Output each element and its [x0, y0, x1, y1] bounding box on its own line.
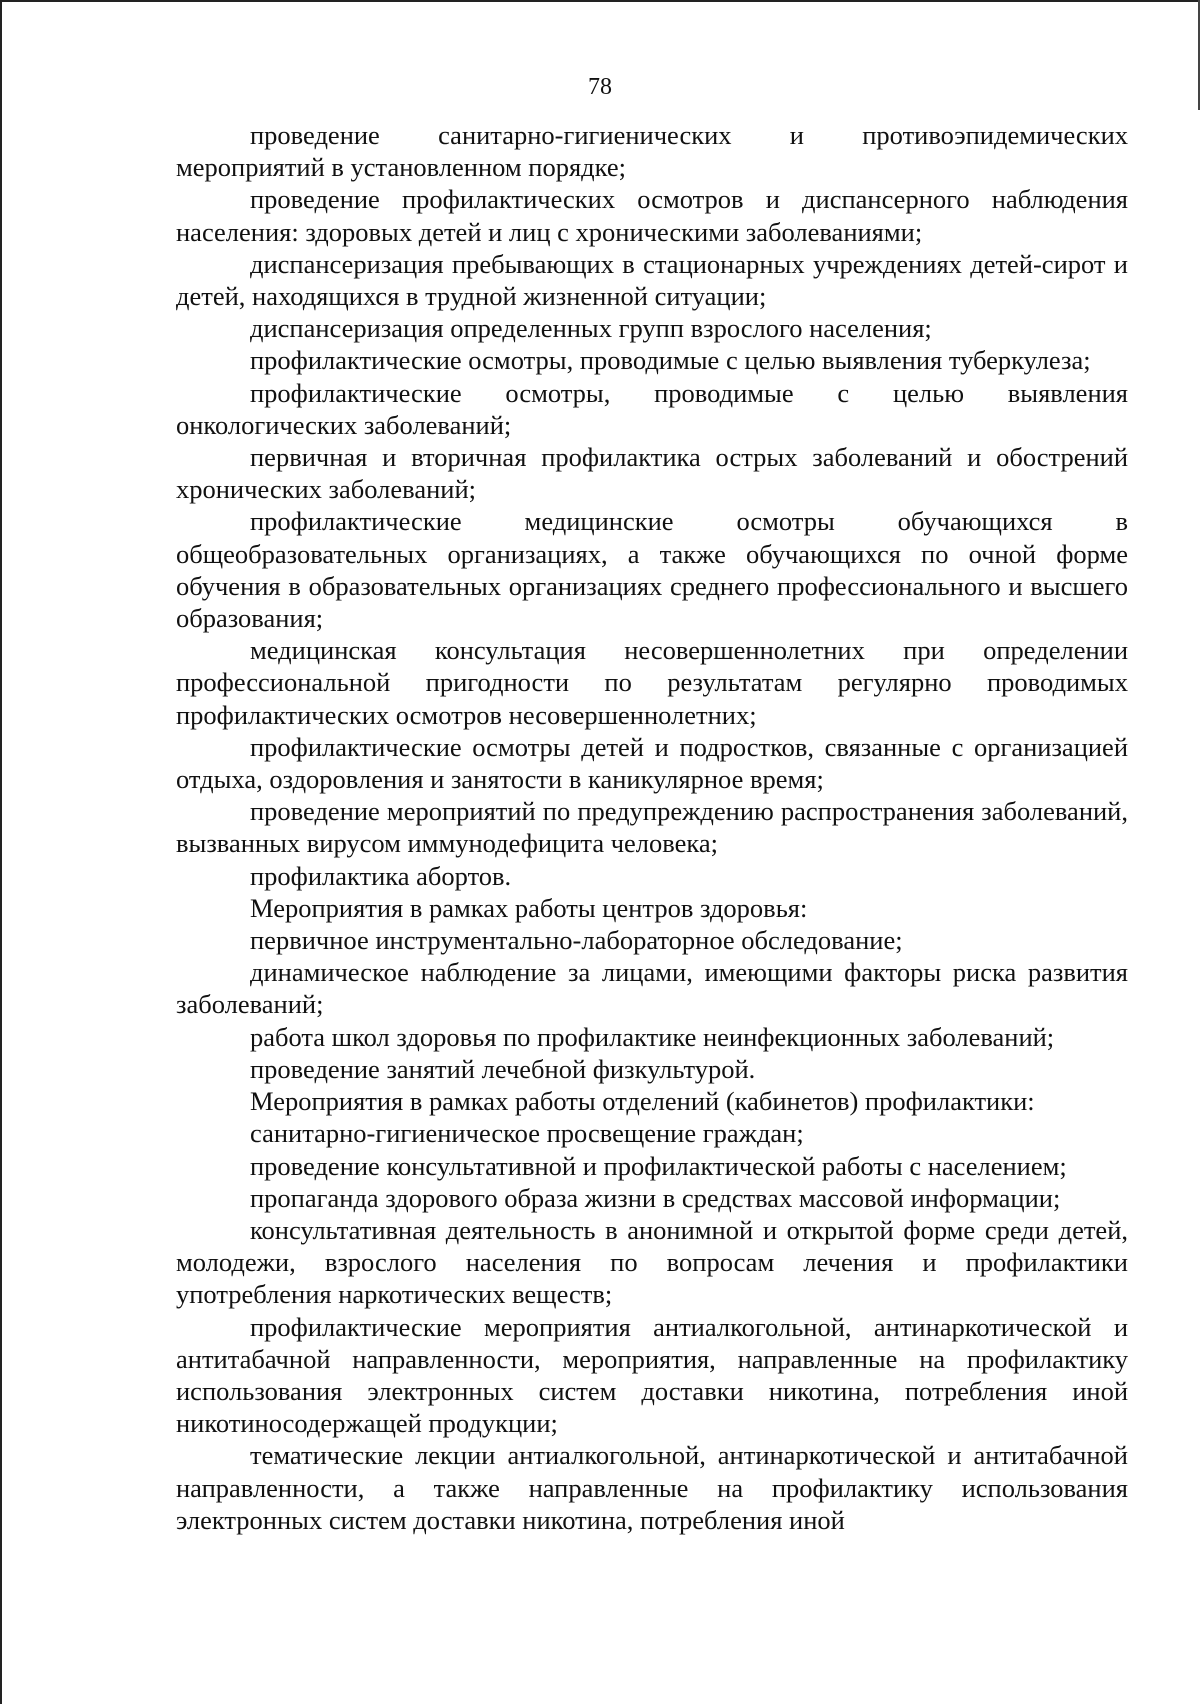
paragraph: санитарно-гигиеническое просвещение граждан;	[250, 1118, 804, 1149]
paragraph: первичное инструментально-лабораторное обследование;	[250, 925, 903, 956]
paragraph: медицинская консультация несовершеннолетних при определении профессиональной пригодности по результатам регулярно проводимых профилактических осмотров несовершеннолетних;	[176, 635, 1128, 730]
paragraph: диспансеризация пребывающих в стационарных учреждениях детей-сирот и детей, находящихся в трудной жизненной ситуации;	[176, 248, 1128, 312]
scan-border-top	[0, 0, 1200, 2]
paragraph: консультативная деятельность в анонимной и открытой форме среди детей, молодежи, взрослого населения по вопросам лечения и профилактики употребления наркотических веществ;	[176, 1214, 1128, 1310]
paragraph: проведение занятий лечебной физкультурой.	[250, 1053, 756, 1084]
document-body	[176, 119, 1128, 1536]
page-number: 78	[588, 74, 612, 100]
paragraph: пропаганда здорового образа жизни в средствах массовой информации;	[250, 1182, 1061, 1213]
paragraph: проведение мероприятий по предупреждению распространения заболеваний, вызванных вирусом иммунодефицита человека;	[176, 796, 1128, 859]
paragraph: профилактические мероприятия антиалкогольной, антинаркотической и антитабачной направленности, мероприятия, направленные на профилактику использования электронных систем доставки никотина, потребления иной никотиносодержащей продукции;	[176, 1311, 1128, 1439]
paragraph: профилактические осмотры, проводимые с целью выявления онкологических заболеваний;	[176, 377, 1128, 440]
paragraph: профилактика абортов.	[250, 860, 512, 891]
paragraph: профилактические медицинские осмотры обучающихся в общеобразовательных организациях, а также обучающихся по очной форме обучения в образовательных организациях среднего профессионального и высшего образования;	[176, 506, 1128, 634]
scan-border-left	[0, 0, 2, 1704]
paragraph: работа школ здоровья по профилактике неинфекционных заболеваний;	[250, 1021, 1055, 1052]
paragraph: диспансеризация определенных групп взрослого населения;	[250, 313, 932, 344]
section-heading: Мероприятия в рамках работы центров здоровья:	[250, 892, 808, 923]
paragraph: динамическое наблюдение за лицами, имеющими факторы риска развития заболеваний;	[176, 957, 1128, 1020]
section-heading: Мероприятия в рамках работы отделений (кабинетов) профилактики:	[250, 1086, 1035, 1117]
paragraph: тематические лекции антиалкогольной, антинаркотической и антитабачной направленности, а также направленные на профилактику использования электронных систем доставки никотина, потребления иной	[176, 1440, 1128, 1535]
paragraph: профилактические осмотры, проводимые с целью выявления туберкулеза;	[250, 345, 1091, 376]
paragraph: профилактические осмотры детей и подростков, связанные с организацией отдыха, оздоровления и занятости в каникулярное время;	[176, 731, 1128, 795]
paragraph: проведение консультативной и профилактической работы с населением;	[250, 1150, 1067, 1181]
paragraph: первичная и вторичная профилактика острых заболеваний и обострений хронических заболеваний;	[176, 442, 1128, 505]
paragraph: проведение профилактических осмотров и диспансерного наблюдения населения: здоровых детей и лиц с хроническими заболеваниями;	[176, 184, 1128, 247]
paragraph: проведение санитарно-гигиенических и противоэпидемических мероприятий в установленном порядке;	[176, 120, 1128, 183]
